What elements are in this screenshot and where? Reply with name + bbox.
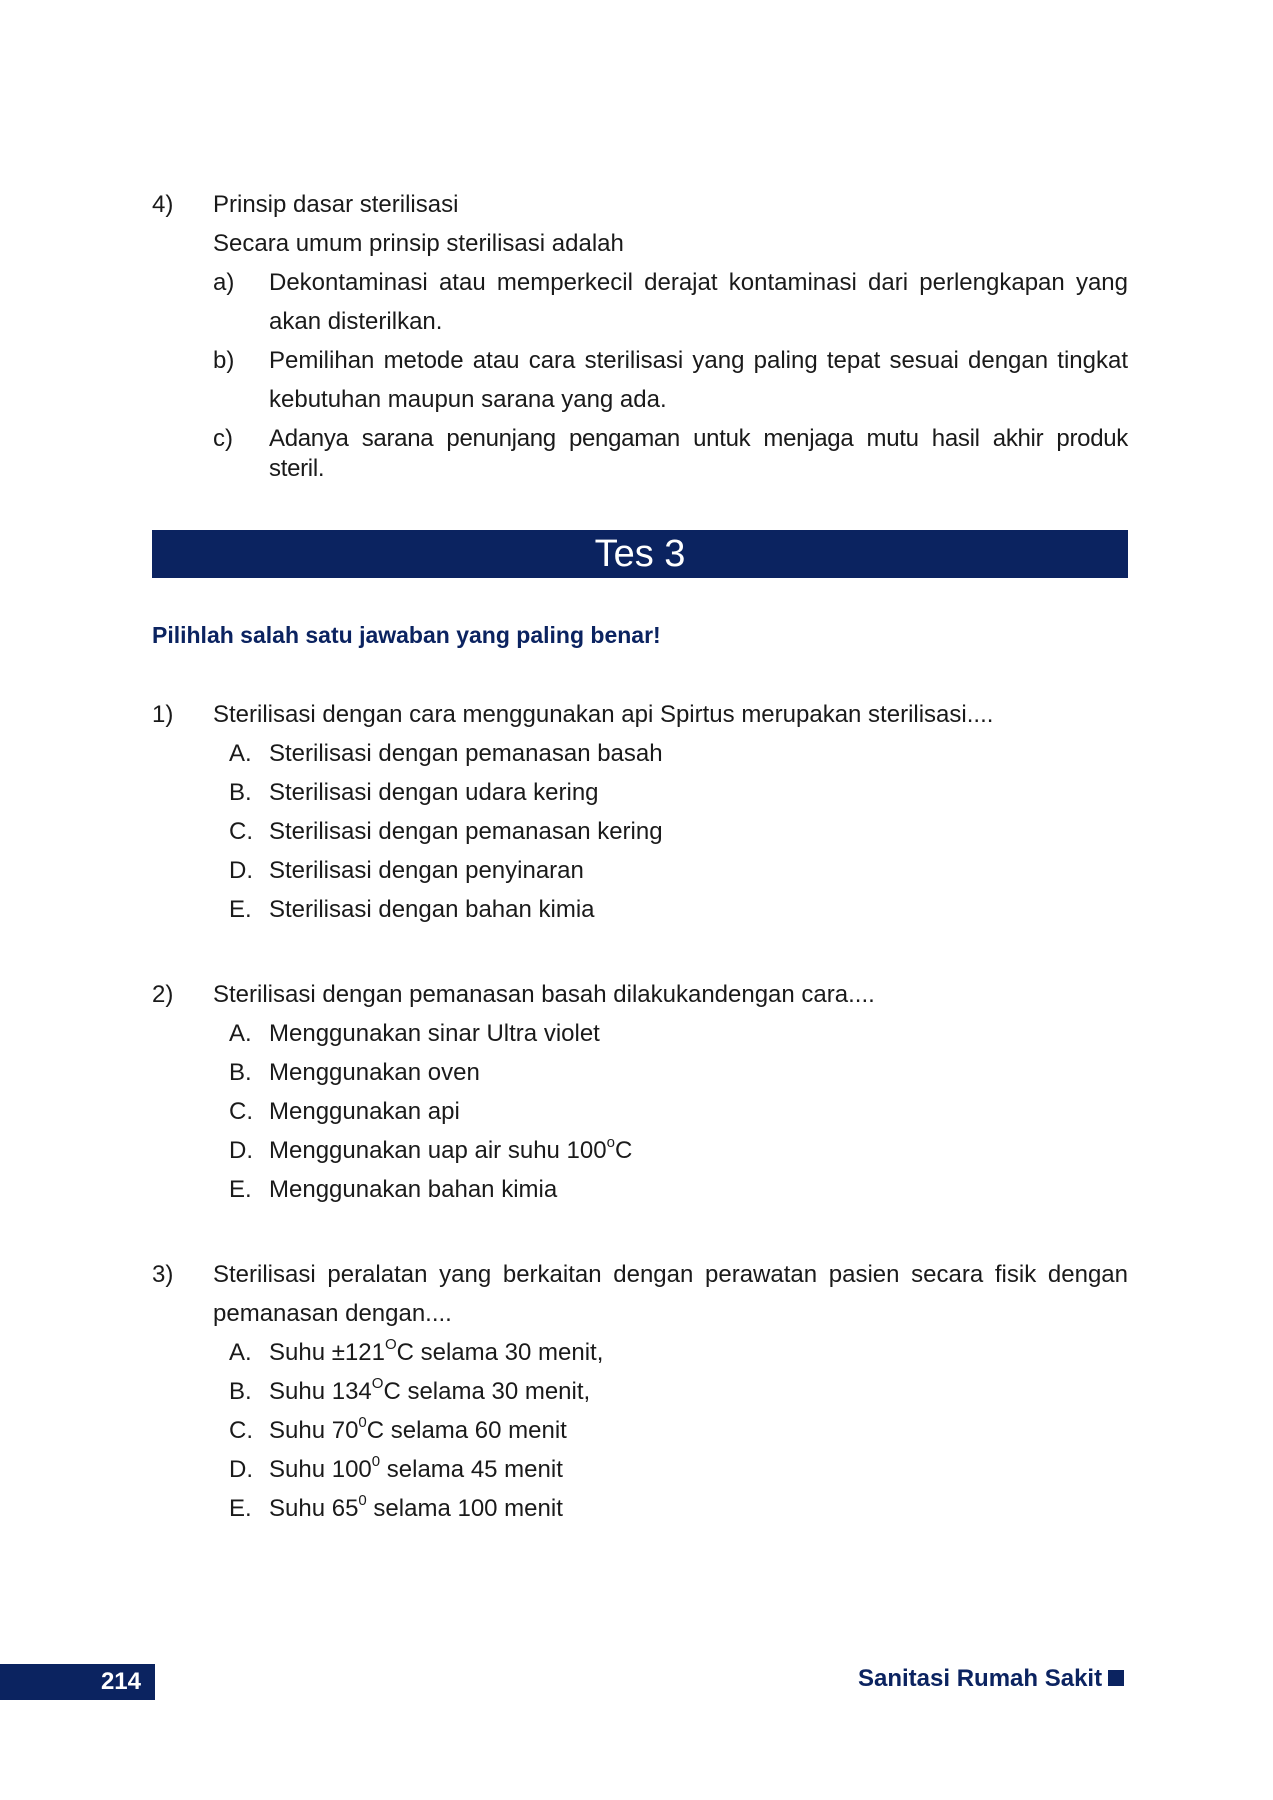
option-letter: C.: [229, 1098, 253, 1125]
option-letter: A.: [229, 740, 252, 767]
option-letter: C.: [229, 818, 253, 845]
option-text: Sterilisasi dengan udara kering: [269, 779, 599, 806]
question-number: 3): [152, 1261, 174, 1288]
option-text: Menggunakan sinar Ultra violet: [269, 1020, 600, 1047]
item-label: a): [213, 269, 235, 296]
degree-superscript: o: [606, 1134, 615, 1151]
item-text: Dekontaminasi atau memperkecil derajat kontaminasi dari perlengkapan yang: [269, 269, 1128, 296]
option-text: [269, 1136, 632, 1166]
option-text-main: Suhu 70: [269, 1417, 359, 1444]
option-text: Menggunakan oven: [269, 1059, 480, 1086]
option-letter: A.: [229, 1339, 252, 1366]
item-text-cont: akan disterilkan.: [269, 308, 443, 335]
option-text-main: Menggunakan uap air suhu 100: [269, 1137, 607, 1164]
option-text: [269, 1494, 563, 1524]
degree-superscript: O: [384, 1336, 397, 1353]
option-text-main: Suhu 134: [269, 1378, 372, 1405]
option-letter: B.: [229, 1378, 252, 1405]
question-text-cont: pemanasan dengan....: [213, 1300, 452, 1327]
item-text-cont: kebutuhan maupun sarana yang ada.: [269, 386, 667, 413]
question-text: Sterilisasi peralatan yang berkaitan dengan perawatan pasien secara fisik dengan: [213, 1261, 1128, 1288]
option-letter: D.: [229, 1137, 253, 1164]
test-instruction: Pilihlah salah satu jawaban yang paling benar!: [152, 622, 661, 648]
option-text-rest: C selama 30 menit,: [383, 1378, 591, 1405]
option-text: [269, 1377, 590, 1407]
section-intro: Secara umum prinsip sterilisasi adalah: [213, 230, 624, 257]
option-text: Sterilisasi dengan bahan kimia: [269, 896, 595, 923]
option-text: [269, 1455, 563, 1485]
item-text: Pemilihan metode atau cara sterilisasi yang paling tepat sesuai dengan tingkat: [269, 347, 1128, 374]
option-text-main: Suhu ±121: [269, 1339, 385, 1366]
option-letter: E.: [229, 896, 252, 923]
option-letter: E.: [229, 1176, 252, 1203]
page-number-bar: [0, 1664, 155, 1700]
item-label: c): [213, 425, 233, 452]
item-label: b): [213, 347, 235, 374]
question-text: Sterilisasi dengan cara menggunakan api Spirtus merupakan sterilisasi....: [213, 701, 994, 728]
question-text: Sterilisasi dengan pemanasan basah dilakukandengan cara....: [213, 981, 875, 1008]
page-number: 214: [100, 1668, 141, 1695]
book-title: Sanitasi Rumah Sakit: [858, 1665, 1103, 1692]
option-letter: C.: [229, 1417, 253, 1444]
option-text-rest: C selama 60 menit: [366, 1417, 567, 1444]
question-number: 1): [152, 701, 174, 728]
option-letter: E.: [229, 1495, 252, 1522]
degree-superscript: 0: [358, 1492, 367, 1509]
option-text: [269, 1338, 603, 1368]
option-letter: B.: [229, 779, 252, 806]
option-text-rest: C selama 30 menit,: [396, 1339, 604, 1366]
option-text: Sterilisasi dengan pemanasan basah: [269, 740, 663, 767]
degree-superscript: 0: [358, 1414, 367, 1431]
option-text-rest: selama 45 menit: [380, 1456, 563, 1483]
option-letter: A.: [229, 1020, 252, 1047]
option-text: Menggunakan api: [269, 1098, 460, 1125]
option-letter: D.: [229, 857, 253, 884]
option-text-main: Suhu 65: [269, 1495, 359, 1522]
item-text: Adanya sarana penunjang pengaman untuk menjaga mutu hasil akhir produk steril.: [269, 425, 1128, 482]
option-text-main: Suhu 100: [269, 1456, 372, 1483]
option-text: [269, 1416, 567, 1446]
section-number: 4): [152, 191, 174, 218]
option-letter: D.: [229, 1456, 253, 1483]
question-number: 2): [152, 981, 174, 1008]
option-text: Sterilisasi dengan penyinaran: [269, 857, 584, 884]
degree-superscript: 0: [371, 1453, 381, 1470]
option-letter: B.: [229, 1059, 252, 1086]
degree-superscript: O: [371, 1375, 384, 1392]
option-text-rest: selama 100 menit: [366, 1495, 563, 1522]
option-text: Menggunakan bahan kimia: [269, 1176, 558, 1203]
option-text-unit: C: [614, 1137, 633, 1164]
test-banner: Tes 3: [152, 530, 1128, 578]
footer-square-mark: [1108, 1670, 1124, 1686]
section-title: Prinsip dasar sterilisasi: [213, 191, 459, 218]
option-text: Sterilisasi dengan pemanasan kering: [269, 818, 663, 845]
